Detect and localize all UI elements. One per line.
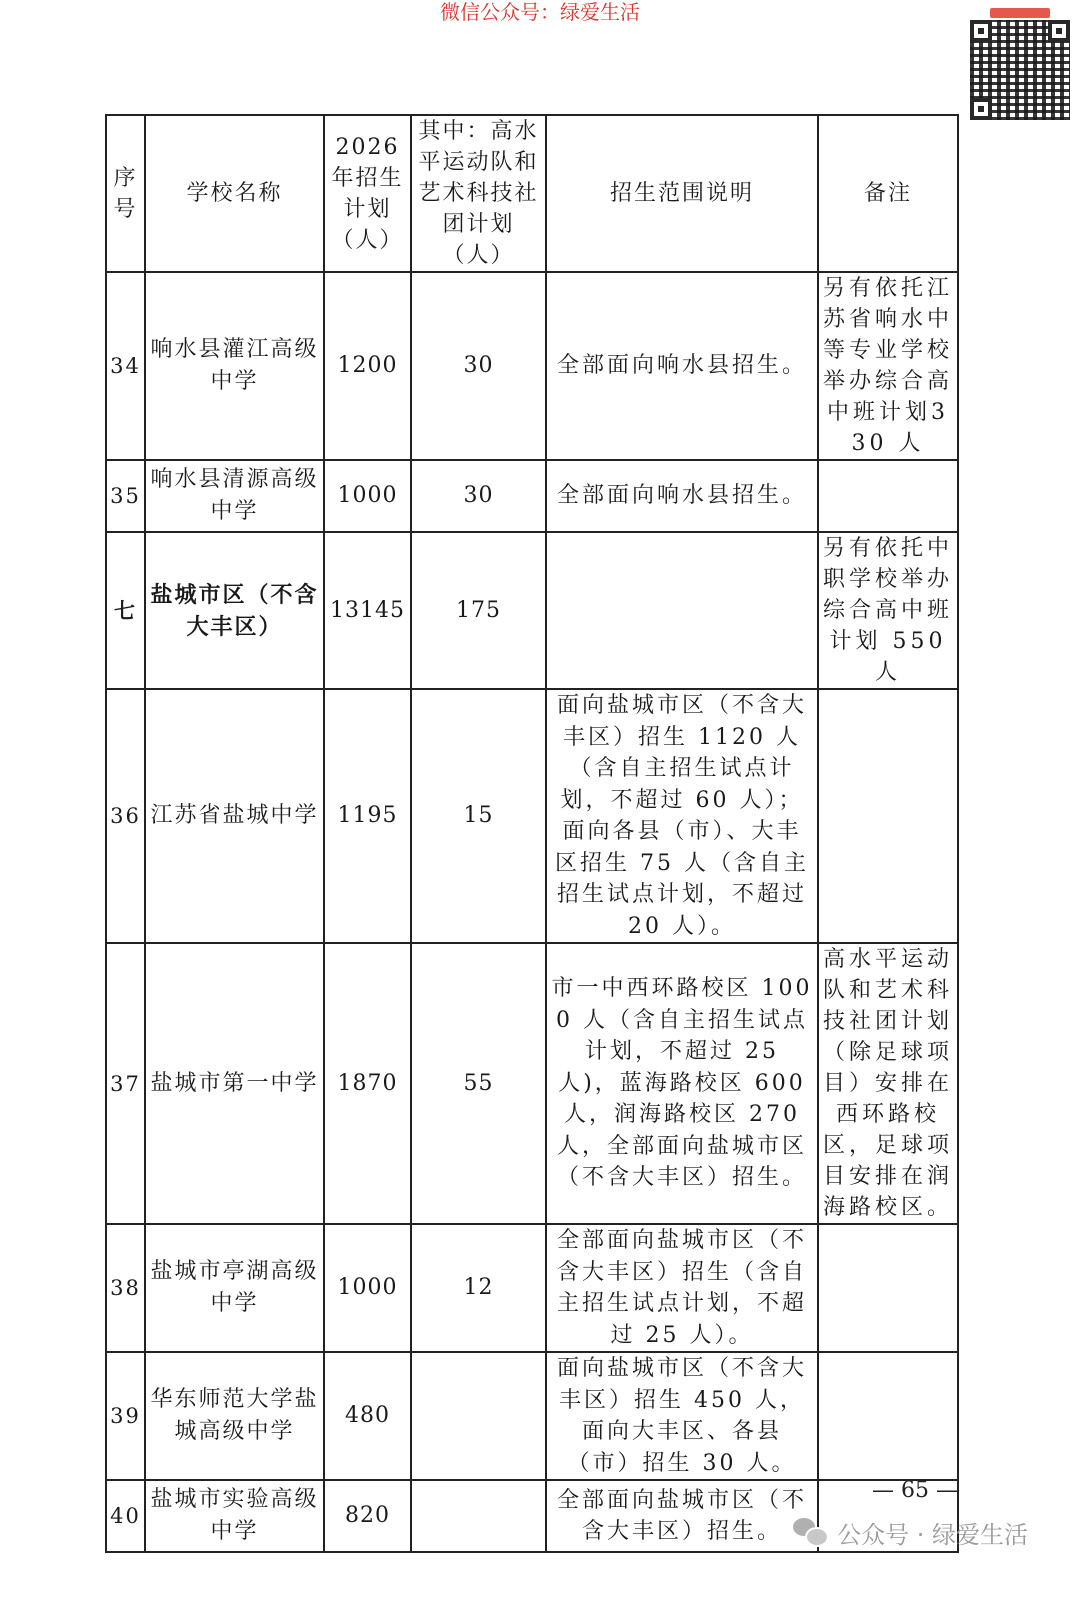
qr-code-icon <box>970 20 1070 120</box>
row-school-name: 华东师范大学盐城高级中学 <box>145 1352 324 1480</box>
footer-text: 公众号 · 绿爱生活 <box>837 1520 1028 1549</box>
group-scope <box>546 532 818 689</box>
row-plan: 1200 <box>324 272 411 460</box>
row-school-name: 响水县灌江高级中学 <box>145 272 324 460</box>
row-remark <box>818 1352 958 1480</box>
table-row <box>106 460 958 532</box>
row-remark <box>818 689 958 943</box>
header-school-name: 学校名称 <box>145 115 324 272</box>
row-special-plan: 15 <box>411 689 546 943</box>
row-seq: 39 <box>106 1352 145 1480</box>
group-seq: 七 <box>106 532 145 689</box>
row-plan: 480 <box>324 1352 411 1480</box>
header-seq: 序号 <box>106 115 145 272</box>
row-scope: 全部面向响水县招生。 <box>546 460 818 532</box>
row-seq: 38 <box>106 1224 145 1352</box>
row-seq: 37 <box>106 943 145 1224</box>
table-row <box>106 272 958 460</box>
row-special-plan <box>411 1352 546 1480</box>
row-plan: 1000 <box>324 1224 411 1352</box>
row-scope: 全部面向响水县招生。 <box>546 272 818 460</box>
row-scope: 面向盐城市区（不含大丰区）招生 450 人，面向大丰区、各县（市）招生 30 人。 <box>546 1352 818 1480</box>
row-remark <box>818 460 958 532</box>
group-region-name: 盐城市区（不含大丰区） <box>145 532 324 689</box>
row-special-plan: 55 <box>411 943 546 1224</box>
row-remark <box>818 1224 958 1352</box>
row-scope: 面向盐城市区（不含大丰区）招生 1120 人（含自主招生试点计划，不超过 60 人）；面向各县（市）、大丰区招生 75 人（含自主招生试点计划，不超过 20 人）。 <box>546 689 818 943</box>
row-special-plan: 30 <box>411 272 546 460</box>
row-school-name: 盐城市亭湖高级中学 <box>145 1224 324 1352</box>
row-special-plan: 30 <box>411 460 546 532</box>
row-plan: 820 <box>324 1480 411 1552</box>
header-plan: 2026 年招生计划（人） <box>324 115 411 272</box>
row-school-name: 响水县清源高级中学 <box>145 460 324 532</box>
row-plan: 1870 <box>324 943 411 1224</box>
row-seq: 40 <box>106 1480 145 1552</box>
row-plan: 1195 <box>324 689 411 943</box>
header-special-plan: 其中：高水平运动队和艺术科技社团计划（人） <box>411 115 546 272</box>
footer-watermark <box>793 1512 1028 1552</box>
table-row <box>106 689 958 943</box>
row-remark: 另有依托江苏省响水中等专业学校举办综合高中班计划330 人 <box>818 272 958 460</box>
admission-plan-table <box>105 114 959 1553</box>
group-plan: 13145 <box>324 532 411 689</box>
table-row <box>106 943 958 1224</box>
row-seq: 36 <box>106 689 145 943</box>
row-scope: 全部面向盐城市区（不含大丰区）招生。 <box>546 1480 818 1552</box>
qr-code-header <box>990 8 1050 18</box>
row-school-name: 盐城市实验高级中学 <box>145 1480 324 1552</box>
row-plan: 1000 <box>324 460 411 532</box>
table-group-row <box>106 532 958 689</box>
group-special-plan: 175 <box>411 532 546 689</box>
table-row <box>106 1224 958 1352</box>
qr-finder-icon <box>970 20 992 42</box>
row-school-name: 江苏省盐城中学 <box>145 689 324 943</box>
qr-code <box>970 8 1070 120</box>
table-row <box>106 1352 958 1480</box>
watermark-banner: 微信公众号：绿爱生活 <box>440 0 640 24</box>
row-remark: 高水平运动队和艺术科技社团计划（除足球项目）安排在西环路校区，足球项目安排在润海路校区。 <box>818 943 958 1224</box>
wechat-icon <box>793 1518 827 1546</box>
row-school-name: 盐城市第一中学 <box>145 943 324 1224</box>
header-remark: 备注 <box>818 115 958 272</box>
table-header-row <box>106 115 958 272</box>
row-seq: 34 <box>106 272 145 460</box>
qr-finder-icon <box>970 98 992 120</box>
header-scope: 招生范围说明 <box>546 115 818 272</box>
row-special-plan <box>411 1480 546 1552</box>
row-seq: 35 <box>106 460 145 532</box>
row-scope: 全部面向盐城市区（不含大丰区）招生（含自主招生试点计划，不超过 25 人）。 <box>546 1224 818 1352</box>
row-scope: 市一中西环路校区 1000 人（含自主招生试点计划，不超过 25 人)，蓝海路校区 600 人，润海路校区 270 人，全部面向盐城市区（不含大丰区）招生。 <box>546 943 818 1224</box>
page-number: — 65 — <box>872 1478 958 1503</box>
group-remark: 另有依托中职学校举办综合高中班计划 550 人 <box>818 532 958 689</box>
row-special-plan: 12 <box>411 1224 546 1352</box>
qr-finder-icon <box>1048 20 1070 42</box>
